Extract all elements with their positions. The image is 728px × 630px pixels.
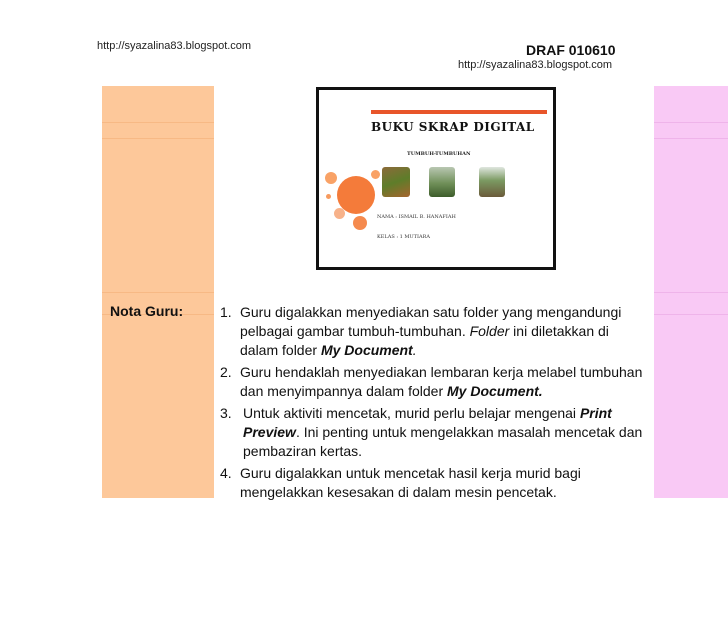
right-column-line (654, 138, 728, 139)
note-text-part: . Ini penting untuk mengelakkan masalah mencetak dan pembaziran kertas. (243, 424, 643, 459)
note-number: 3. (220, 405, 232, 421)
left-column-line (102, 138, 214, 139)
right-column-line (654, 292, 728, 293)
right-column-line (654, 122, 728, 123)
decor-circle (371, 170, 380, 179)
url-left: http://syazalina83.blogspot.com (97, 40, 252, 52)
note-text (243, 404, 650, 461)
decor-circle (325, 172, 337, 184)
note-item (220, 404, 650, 461)
plant-photo (429, 167, 455, 197)
draft-label: DRAF 010610 (526, 42, 616, 58)
note-item (220, 363, 650, 401)
note-text-part: Guru digalakkan untuk mencetak hasil kerja murid bagi mengelakkan kesesakan di dalam mesin pencetak. (240, 465, 581, 500)
note-text-part: ini diletakkan di dalam folder (240, 323, 609, 358)
slide-subtitle: TUMBUH-TUMBUHAN (407, 151, 471, 157)
slide-title: BUKU SKRAP DIGITAL (371, 120, 535, 134)
note-number: 4. (220, 465, 232, 481)
slide-thumbnail (316, 87, 556, 270)
right-column (654, 86, 728, 498)
note-text-bold-italic: My Document (320, 342, 413, 358)
left-column-line (102, 122, 214, 123)
note-number: 2. (220, 364, 232, 380)
note-text (240, 303, 650, 360)
plant-photo (479, 167, 505, 197)
note-text-part: . (412, 342, 417, 358)
left-column-line (102, 292, 214, 293)
left-column (102, 86, 214, 498)
decor-circle (326, 194, 331, 199)
right-column-line (654, 314, 728, 315)
decor-circle (334, 208, 345, 219)
note-item (220, 303, 650, 360)
note-number: 1. (220, 304, 232, 320)
note-text-bold-italic: Print Preview (243, 405, 612, 440)
note-text (240, 363, 650, 401)
note-text-part: Untuk aktiviti mencetak, murid perlu belajar mengenai (243, 405, 580, 421)
note-text-part: Guru hendaklah menyediakan lembaran kerja melabel tumbuhan dan menyimpannya dalam folder (240, 364, 643, 399)
nota-guru-label: Nota Guru: (110, 303, 184, 319)
notes-list (220, 303, 650, 505)
slide-accent-bar (371, 110, 547, 114)
note-text (240, 464, 650, 502)
decor-circle (353, 216, 367, 230)
note-text-italic: Folder (469, 323, 510, 339)
slide-kelas: KELAS : 1 MUTIARA (377, 234, 431, 240)
note-text-bold-italic: My Document. (447, 383, 543, 399)
url-right: http://syazalina83.blogspot.com (458, 59, 613, 71)
plant-photo (382, 167, 410, 197)
note-text-part: Guru digalakkan menyediakan satu folder yang mengandungi pelbagai gambar tumbuh-tumbuhan. (240, 304, 622, 339)
slide-nama: NAMA : ISMAIL B. HANAFIAH (377, 214, 456, 220)
note-item (220, 464, 650, 502)
